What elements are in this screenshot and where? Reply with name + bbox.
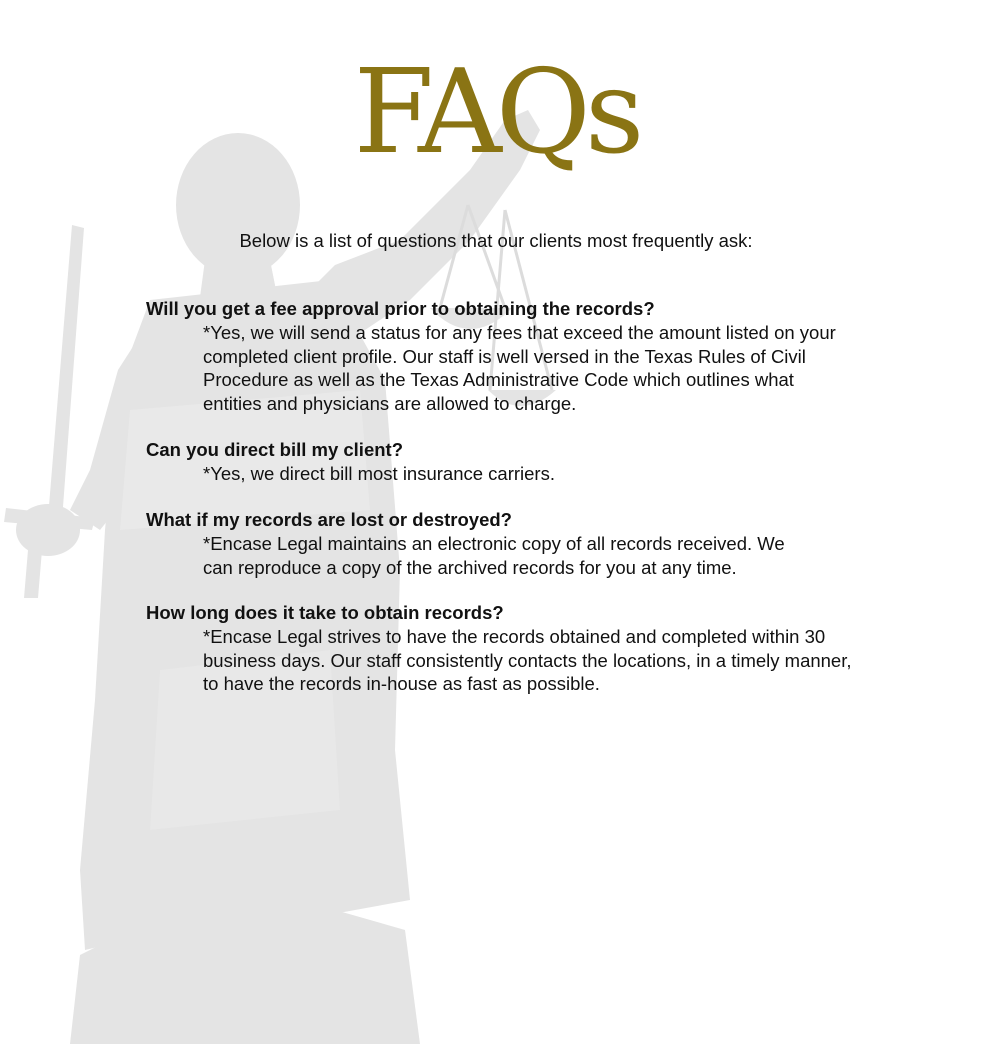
faq-answer: *Yes, we direct bill most insurance carriers. — [203, 463, 555, 484]
faq-item-direct-bill — [146, 438, 866, 486]
faq-question: Will you get a fee approval prior to obtaining the records? — [146, 298, 655, 319]
faq-answer: *Encase Legal strives to have the records obtained and completed within 30 business days. Our staff consistently contacts the locations, in a timely manner, to have the records in-house as fast as possible. — [203, 626, 852, 694]
faq-question: Can you direct bill my client? — [146, 439, 403, 460]
faq-item-turnaround-time — [146, 601, 866, 696]
faq-question: What if my records are lost or destroyed? — [146, 509, 512, 530]
intro-text: Below is a list of questions that our clients most frequently ask: — [239, 230, 753, 251]
faq-item-fee-approval — [146, 297, 866, 415]
faq-answer: *Encase Legal maintains an electronic copy of all records received. We can reproduce a copy of the archived records for you at any time. — [203, 533, 785, 578]
faq-question: How long does it take to obtain records? — [146, 602, 504, 623]
page-title: FAQs — [353, 45, 639, 180]
faq-answer: *Yes, we will send a status for any fees that exceed the amount listed on your completed client profile. Our staff is well versed in the Texas Rules of Civil Procedure as well as the Texas Administrative Code which outlines what entities and physicians are allowed to charge. — [203, 322, 836, 414]
faq-item-lost-records — [146, 508, 866, 579]
